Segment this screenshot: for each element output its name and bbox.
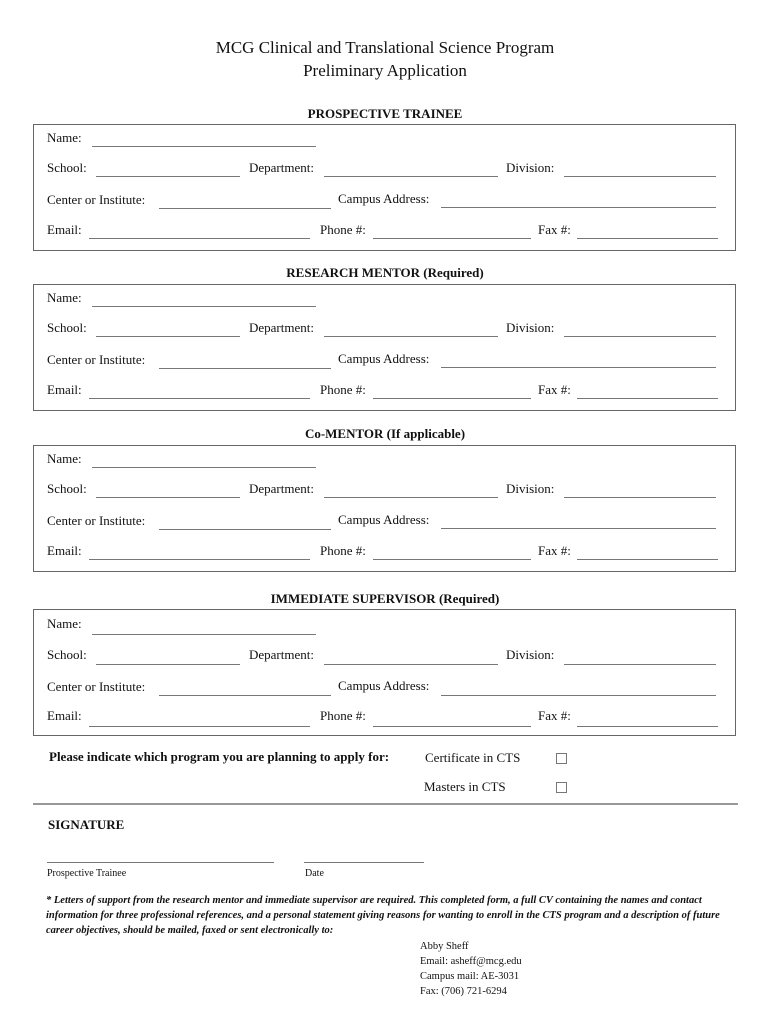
certificate-checkbox[interactable] [556,753,567,764]
form-title: MCG Clinical and Translational Science Program [215,38,555,57]
department-label: Department: [249,481,314,496]
school-label: School: [47,481,87,496]
contact-email: Email: asheff@mcg.edu [420,956,522,967]
division-label: Division: [506,160,555,175]
form-subtitle: Preliminary Application [303,61,467,80]
signature-heading: SIGNATURE [48,817,125,832]
comentor-fax-field[interactable] [577,559,718,560]
school-label: School: [47,320,87,335]
mentor-fax-field[interactable] [577,398,718,399]
comentor-school-field[interactable] [96,497,240,498]
supervisor-campus-address-field[interactable] [441,695,716,696]
program-question: Please indicate which program you are planning to apply for: [49,749,390,764]
fax-label: Fax #: [538,708,571,723]
section-divider [33,803,738,805]
email-label: Email: [47,222,82,237]
center-label: Center or Institute: [47,513,146,528]
certificate-option-label: Certificate in CTS [425,750,521,765]
masters-checkbox[interactable] [556,782,567,793]
supervisor-email-field[interactable] [89,726,310,727]
campus-address-label: Campus Address: [338,512,430,527]
mentor-department-field[interactable] [324,336,498,337]
email-label: Email: [47,382,82,397]
school-label: School: [47,647,87,662]
trainee-phone-field[interactable] [373,238,531,239]
division-label: Division: [506,481,555,496]
trainee-division-field[interactable] [564,176,716,177]
contact-fax: Fax: (706) 721-6294 [420,986,507,997]
trainee-school-field[interactable] [96,176,240,177]
masters-option-label: Masters in CTS [424,779,506,794]
contact-block [420,939,522,999]
phone-label: Phone #: [320,222,366,237]
section-box-mentor [33,284,736,411]
fax-label: Fax #: [538,382,571,397]
mentor-name-field[interactable] [92,306,316,307]
campus-address-label: Campus Address: [338,191,430,206]
mentor-email-field[interactable] [89,398,310,399]
supervisor-fax-field[interactable] [577,726,718,727]
phone-label: Phone #: [320,708,366,723]
comentor-campus-address-field[interactable] [441,528,716,529]
trainee-email-field[interactable] [89,238,310,239]
comentor-name-field[interactable] [92,467,316,468]
instructions-note: * Letters of support from the research mentor and immediate supervisor are required. This completed form, a full CV containing the names and contact information for three professional references, and a personal statement giving reasons for wanting to enroll in the CTS program and a description of future career objectives, should be mailed, faxed or sent electronically to: [46,895,720,936]
fax-label: Fax #: [538,543,571,558]
contact-mail: Campus mail: AE-3031 [420,971,520,982]
email-label: Email: [47,543,82,558]
supervisor-department-field[interactable] [324,664,498,665]
comentor-center-field[interactable] [159,529,331,530]
mentor-phone-field[interactable] [373,398,531,399]
division-label: Division: [506,647,555,662]
trainee-center-field[interactable] [159,208,331,209]
trainee-department-field[interactable] [324,176,498,177]
name-label: Name: [47,130,82,145]
campus-address-label: Campus Address: [338,678,430,693]
division-label: Division: [506,320,555,335]
section-box-trainee [33,124,736,251]
comentor-email-field[interactable] [89,559,310,560]
section-heading-trainee: PROSPECTIVE TRAINEE [307,106,463,121]
date-label: Date [305,868,324,879]
comentor-division-field[interactable] [564,497,716,498]
supervisor-name-field[interactable] [92,634,316,635]
supervisor-school-field[interactable] [96,664,240,665]
trainee-signature-label: Prospective Trainee [47,868,127,879]
section-box-supervisor [33,609,736,736]
trainee-campus-address-field[interactable] [441,207,716,208]
supervisor-division-field[interactable] [564,664,716,665]
mentor-campus-address-field[interactable] [441,367,716,368]
center-label: Center or Institute: [47,679,146,694]
school-label: School: [47,160,87,175]
department-label: Department: [249,647,314,662]
section-heading-comentor: Co-MENTOR (If applicable) [304,426,466,441]
mentor-school-field[interactable] [96,336,240,337]
name-label: Name: [47,616,82,631]
comentor-phone-field[interactable] [373,559,531,560]
email-label: Email: [47,708,82,723]
section-heading-mentor: RESEARCH MENTOR (Required) [286,265,484,280]
department-label: Department: [249,320,314,335]
phone-label: Phone #: [320,382,366,397]
trainee-signature-line[interactable] [47,862,274,863]
supervisor-center-field[interactable] [159,695,331,696]
fax-label: Fax #: [538,222,571,237]
contact-name: Abby Sheff [420,941,469,952]
section-heading-supervisor: IMMEDIATE SUPERVISOR (Required) [270,591,500,606]
name-label: Name: [47,451,82,466]
mentor-division-field[interactable] [564,336,716,337]
section-box-comentor [33,445,736,572]
trainee-name-field[interactable] [92,146,316,147]
trainee-fax-field[interactable] [577,238,718,239]
center-label: Center or Institute: [47,192,146,207]
center-label: Center or Institute: [47,352,146,367]
department-label: Department: [249,160,314,175]
supervisor-phone-field[interactable] [373,726,531,727]
name-label: Name: [47,290,82,305]
mentor-center-field[interactable] [159,368,331,369]
comentor-department-field[interactable] [324,497,498,498]
date-line[interactable] [304,862,424,863]
campus-address-label: Campus Address: [338,351,430,366]
phone-label: Phone #: [320,543,366,558]
